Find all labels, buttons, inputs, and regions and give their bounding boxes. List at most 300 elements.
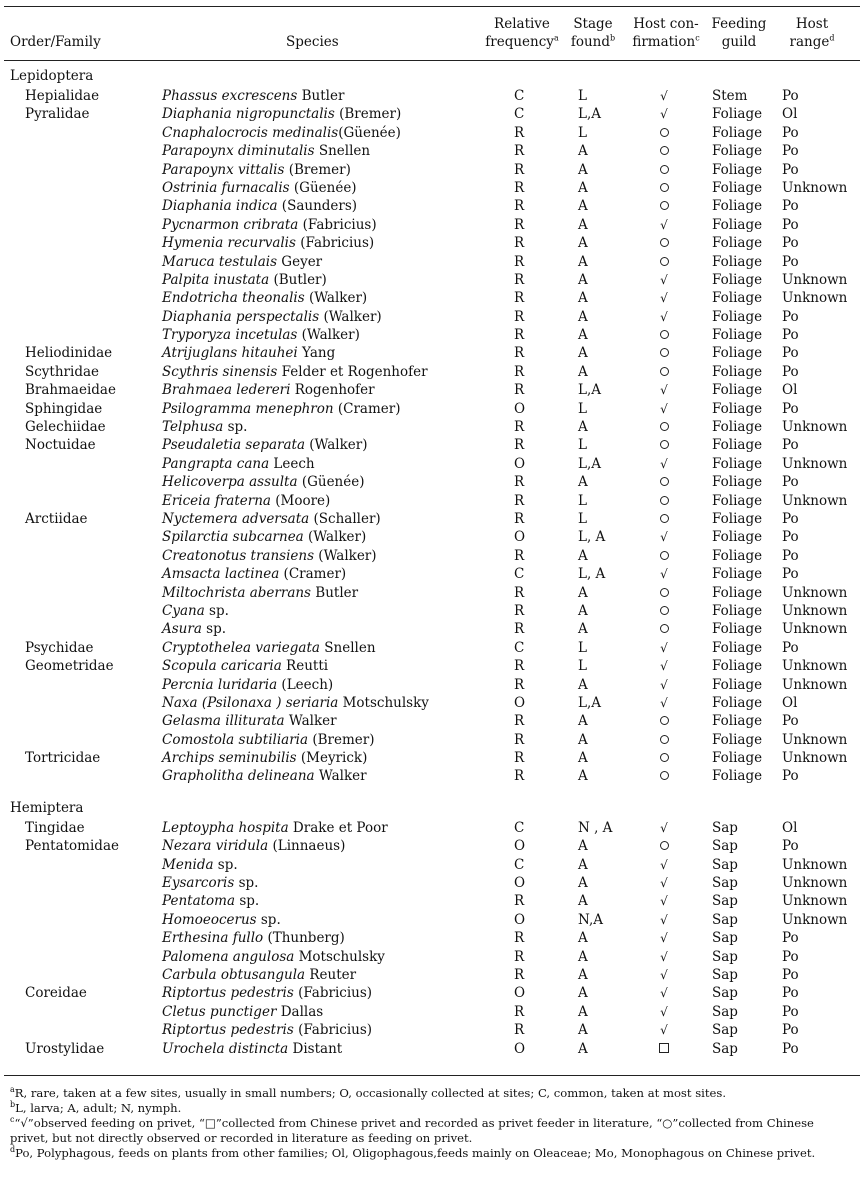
host-range: Po: [782, 88, 799, 104]
stage-found: A: [578, 161, 588, 178]
host-confirmation: [657, 712, 671, 730]
feeding-guild: Foliage: [712, 437, 763, 454]
species-cell: [162, 473, 365, 491]
species-authority: Snellen: [314, 143, 371, 160]
feeding-guild: Foliage: [712, 676, 763, 693]
row-spacer: [0, 786, 866, 798]
species-cell: [162, 694, 429, 712]
table-row: [0, 984, 866, 1002]
relative-frequency: R: [514, 713, 525, 730]
header-stage-text: found: [570, 34, 611, 50]
species-cell: [162, 657, 328, 675]
feeding-guild: Sap: [712, 985, 738, 1002]
species-name: Psilogramma menephron: [162, 400, 334, 417]
family-name: Scythridae: [25, 363, 100, 380]
species-name: Parapoynx diminutalis: [162, 143, 315, 160]
feeding-guild: Sap: [712, 856, 738, 873]
stage-found: A: [578, 838, 588, 855]
relative-frequency: R: [514, 510, 525, 527]
host-range: Po: [782, 1022, 799, 1039]
table-row: [0, 1003, 866, 1021]
stage-found: A: [578, 621, 588, 638]
host-confirmation: [657, 253, 671, 271]
species-name: Maruca testulais: [162, 253, 277, 270]
header-freq-text: frequency: [485, 34, 554, 50]
species-name: Nezara viridula: [162, 838, 269, 855]
relative-frequency: C: [514, 88, 525, 104]
relative-frequency: O: [514, 694, 526, 711]
species-cell: [162, 344, 335, 362]
header-guild-line2: guild: [721, 34, 757, 50]
stage-found: A: [578, 474, 588, 491]
circle-icon: [660, 128, 669, 137]
circle-icon: [660, 440, 669, 449]
host-range: Po: [782, 566, 799, 583]
stage-found: A: [578, 290, 588, 307]
feeding-guild: Sap: [712, 966, 738, 983]
relative-frequency: R: [514, 966, 525, 983]
species-name: Cletus punctiger: [162, 1003, 277, 1020]
host-confirmation: [657, 234, 671, 252]
host-confirmation: [657, 124, 671, 142]
species-name: Diaphania perspectalis: [162, 308, 320, 325]
check-icon: √: [660, 912, 668, 927]
family-name: Urostylidae: [25, 1040, 105, 1057]
table-row: [0, 676, 866, 694]
relative-frequency: R: [514, 345, 525, 362]
species-cell: [162, 984, 372, 1002]
host-confirmation: [657, 676, 671, 694]
feeding-guild: Foliage: [712, 694, 763, 711]
species-authority: (Fabricius): [293, 1022, 373, 1039]
host-range: Po: [782, 474, 799, 491]
species-authority: (Meyrick): [296, 750, 368, 767]
circle-icon: [660, 496, 669, 505]
table-row: [0, 749, 866, 767]
feeding-guild: Foliage: [712, 510, 763, 527]
species-name: Phassus excrescens: [162, 88, 298, 104]
relative-frequency: R: [514, 676, 525, 693]
species-authority: (Cramer): [333, 400, 401, 417]
table-row: [0, 124, 866, 142]
host-confirmation: [657, 620, 671, 638]
host-range: Ol: [782, 819, 798, 836]
table-row: [0, 657, 866, 675]
relative-frequency: R: [514, 602, 525, 619]
feeding-guild: Sap: [712, 911, 738, 928]
species-cell: [162, 547, 377, 565]
check-icon: √: [660, 949, 668, 964]
family-name: Geometridae: [25, 658, 114, 675]
table-row: [0, 929, 866, 947]
feeding-guild: Foliage: [712, 602, 763, 619]
stage-found: A: [578, 179, 588, 196]
host-range: Po: [782, 966, 799, 983]
species-name: Cnaphalocrocis medinalis: [162, 124, 339, 141]
family-name: Pentatomidae: [25, 838, 119, 855]
species-authority: sp.: [234, 875, 259, 892]
stage-found: A: [578, 985, 588, 1002]
circle-icon: [660, 841, 669, 850]
feeding-guild: Stem: [712, 88, 748, 104]
host-confirmation: [657, 197, 671, 215]
species-authority: (Cramer): [279, 566, 347, 583]
species-name: Helicoverpa assulta: [162, 474, 298, 491]
check-icon: √: [660, 659, 668, 674]
species-authority: Rogenhofer: [290, 382, 375, 399]
check-icon: √: [660, 1023, 668, 1038]
host-range: Unknown: [782, 875, 848, 892]
species-name: Riptortus pedestris: [162, 985, 294, 1002]
species-authority: sp.: [235, 893, 260, 910]
host-range: Po: [782, 713, 799, 730]
feeding-guild: Sap: [712, 893, 738, 910]
species-cell: [162, 767, 367, 785]
species-cell: [162, 124, 401, 142]
stage-found: L: [578, 510, 587, 527]
species-cell: [162, 271, 327, 289]
relative-frequency: R: [514, 1022, 525, 1039]
stage-found: A: [578, 216, 588, 233]
species-authority: (Moore): [270, 492, 331, 509]
order-row: [0, 798, 866, 819]
species-cell: [162, 216, 377, 234]
relative-frequency: O: [514, 455, 526, 472]
feeding-guild: Sap: [712, 1003, 738, 1020]
host-confirmation: [657, 87, 671, 105]
species-authority: Felder et Rogenhofer: [277, 363, 428, 380]
species-name: Telphusa: [162, 419, 224, 436]
species-name: Miltochrista aberrans: [162, 584, 311, 601]
species-name: Erthesina fullo: [162, 930, 264, 947]
stage-found: A: [578, 966, 588, 983]
feeding-guild: Foliage: [712, 271, 763, 288]
relative-frequency: R: [514, 327, 525, 344]
host-range: Po: [782, 547, 799, 564]
species-cell: [162, 455, 315, 473]
relative-frequency: R: [514, 271, 525, 288]
host-confirmation: [657, 492, 671, 510]
table-row: [0, 510, 866, 528]
species-name: Diaphania indica: [162, 198, 278, 215]
species-cell: [162, 400, 401, 418]
species-authority: (Saunders): [277, 198, 358, 215]
stage-found: A: [578, 875, 588, 892]
check-icon: √: [660, 857, 668, 872]
host-range: Po: [782, 308, 799, 325]
footnote-a-text: R, rare, taken at a few sites, usually in small numbers; O, occasionally collected at sites; C, common, taken at most sites.: [14, 1086, 727, 1100]
stage-found: A: [578, 327, 588, 344]
host-range: Unknown: [782, 856, 848, 873]
feeding-guild: Foliage: [712, 400, 763, 417]
host-confirmation: [657, 1040, 671, 1058]
species-cell: [162, 87, 344, 105]
host-range: Po: [782, 363, 799, 380]
host-confirmation: [657, 436, 671, 454]
table-row: [0, 179, 866, 197]
species-authority: Motschulsky: [294, 948, 385, 965]
host-confirmation: [657, 639, 671, 657]
species-name: Urochela distincta: [162, 1040, 289, 1057]
species-cell: [162, 142, 370, 160]
species-name: Naxa (Psilonaxa ) seriaria: [162, 694, 339, 711]
footnote-a: [10, 1086, 850, 1101]
check-icon: √: [660, 986, 668, 1001]
feeding-guild: Foliage: [712, 308, 763, 325]
table-row: [0, 400, 866, 418]
stage-found: A: [578, 345, 588, 362]
species-cell: [162, 289, 367, 307]
species-authority: Walker: [314, 768, 367, 785]
species-name: Asura: [162, 621, 202, 638]
relative-frequency: R: [514, 437, 525, 454]
species-cell: [162, 929, 345, 947]
relative-frequency: R: [514, 179, 525, 196]
species-name: Riptortus pedestris: [162, 1022, 294, 1039]
host-range: Po: [782, 400, 799, 417]
species-cell: [162, 381, 375, 399]
species-authority: (Güenée): [297, 474, 365, 491]
relative-frequency: R: [514, 216, 525, 233]
check-icon: √: [660, 383, 668, 398]
stage-found: L,A: [578, 694, 602, 711]
stage-found: A: [578, 308, 588, 325]
header-order-family: Order/Family: [10, 34, 101, 50]
header-stage-sup: b: [610, 33, 616, 43]
species-authority: Butler: [311, 584, 359, 601]
stage-found: A: [578, 1040, 588, 1057]
table-row: [0, 767, 866, 785]
host-confirmation: [657, 1003, 671, 1021]
host-confirmation: [657, 984, 671, 1002]
species-authority: (Güenée): [289, 179, 357, 196]
relative-frequency: C: [514, 639, 525, 656]
species-name: Cyana: [162, 602, 205, 619]
species-name: Spilarctia subcarnea: [162, 529, 304, 546]
table-row: [0, 712, 866, 730]
host-range: Po: [782, 327, 799, 344]
stage-found: A: [578, 602, 588, 619]
relative-frequency: O: [514, 400, 526, 417]
table-row: [0, 966, 866, 984]
species-authority: Reutti: [281, 658, 329, 675]
species-cell: [162, 197, 357, 215]
stage-found: A: [578, 235, 588, 252]
species-name: Ostrinia furnacalis: [162, 179, 290, 196]
host-confirmation: [657, 819, 671, 837]
header-host-sup: c: [695, 33, 700, 43]
table-row: [0, 602, 866, 620]
host-confirmation: [657, 856, 671, 874]
species-name: Gelasma illiturata: [162, 713, 285, 730]
top-rule: [4, 6, 860, 7]
feeding-guild: Foliage: [712, 584, 763, 601]
feeding-guild: Foliage: [712, 216, 763, 233]
host-range: Unknown: [782, 179, 848, 196]
relative-frequency: R: [514, 930, 525, 947]
relative-frequency: O: [514, 985, 526, 1002]
feeding-guild: Foliage: [712, 547, 763, 564]
species-name: Menida: [162, 856, 214, 873]
stage-found: A: [578, 930, 588, 947]
circle-icon: [660, 735, 669, 744]
species-cell: [162, 911, 281, 929]
feeding-guild: Foliage: [712, 106, 763, 123]
species-authority: Reuter: [305, 966, 357, 983]
footnote-c-text: “√”observed feeding on privet, “□”collected from Chinese privet and recorded as privet feeder in literature, “○”collected from Chinese privet, but not directly observed or recorded in literature as feeding on privet.: [10, 1116, 814, 1145]
footnote-d-mark: d: [10, 1145, 16, 1155]
host-range: Ol: [782, 382, 798, 399]
feeding-guild: Foliage: [712, 345, 763, 362]
stage-found: L: [578, 437, 587, 454]
host-range: Po: [782, 437, 799, 454]
feeding-guild: Foliage: [712, 363, 763, 380]
host-range: Unknown: [782, 419, 848, 436]
table-row: [0, 197, 866, 215]
relative-frequency: R: [514, 768, 525, 785]
circle-icon: [660, 165, 669, 174]
circle-icon: [660, 257, 669, 266]
host-confirmation: [657, 105, 671, 123]
host-range: Po: [782, 253, 799, 270]
relative-frequency: R: [514, 419, 525, 436]
stage-found: L: [578, 88, 587, 104]
header-stage-line2: [566, 33, 620, 51]
circle-icon: [660, 146, 669, 155]
table-row: [0, 344, 866, 362]
species-cell: [162, 676, 333, 694]
table-row: [0, 547, 866, 565]
stage-found: A: [578, 768, 588, 785]
species-authority: Yang: [297, 345, 336, 362]
stage-found: L: [578, 124, 587, 141]
species-cell: [162, 161, 351, 179]
species-name: Pangrapta cana: [162, 455, 270, 472]
host-confirmation: [657, 602, 671, 620]
relative-frequency: R: [514, 143, 525, 160]
host-range: Unknown: [782, 750, 848, 767]
host-range: Po: [782, 510, 799, 527]
circle-icon: [660, 367, 669, 376]
species-cell: [162, 749, 367, 767]
family-name: Heliodinidae: [25, 345, 113, 362]
species-authority: (Bremer): [334, 106, 402, 123]
relative-frequency: R: [514, 253, 525, 270]
circle-icon: [660, 477, 669, 486]
stage-found: A: [578, 1022, 588, 1039]
stage-found: L: [578, 639, 587, 656]
feeding-guild: Foliage: [712, 529, 763, 546]
table-row: [0, 948, 866, 966]
footnotes: [10, 1086, 850, 1161]
feeding-guild: Foliage: [712, 474, 763, 491]
table-row: [0, 142, 866, 160]
stage-found: L,A: [578, 382, 602, 399]
header-stage-line1: Stage: [573, 16, 613, 32]
host-range: Unknown: [782, 911, 848, 928]
host-range: Unknown: [782, 492, 848, 509]
stage-found: A: [578, 713, 588, 730]
footnote-c: [10, 1116, 850, 1146]
feeding-guild: Foliage: [712, 731, 763, 748]
species-authority: (Butler): [269, 271, 327, 288]
feeding-guild: Sap: [712, 1022, 738, 1039]
species-authority: Snellen: [319, 639, 376, 656]
header-host-confirmation: [626, 15, 706, 51]
table-body: [0, 66, 866, 1058]
species-name: Tryporyza incetulas: [162, 327, 298, 344]
footnote-c-mark: c: [10, 1115, 15, 1125]
species-cell: [162, 418, 247, 436]
circle-icon: [660, 330, 669, 339]
check-icon: √: [660, 967, 668, 982]
species-cell: [162, 436, 368, 454]
feeding-guild: Foliage: [712, 124, 763, 141]
host-confirmation: [657, 948, 671, 966]
relative-frequency: C: [514, 106, 525, 123]
species-cell: [162, 492, 330, 510]
feeding-guild: Foliage: [712, 419, 763, 436]
relative-frequency: R: [514, 382, 525, 399]
feeding-guild: Foliage: [712, 161, 763, 178]
species-authority: (Güenée): [338, 124, 401, 141]
species-cell: [162, 712, 337, 730]
species-name: Leptoypha hospita: [162, 819, 289, 836]
species-cell: [162, 837, 345, 855]
header-species: Species: [286, 34, 339, 50]
stage-found: A: [578, 948, 588, 965]
host-range: Unknown: [782, 731, 848, 748]
stage-found: L: [578, 400, 587, 417]
host-range: Unknown: [782, 676, 848, 693]
host-range: Unknown: [782, 602, 848, 619]
host-range: Unknown: [782, 621, 848, 638]
circle-icon: [660, 422, 669, 431]
feeding-guild: Foliage: [712, 382, 763, 399]
relative-frequency: R: [514, 1003, 525, 1020]
stage-found: A: [578, 893, 588, 910]
stage-found: L, A: [578, 566, 606, 583]
relative-frequency: R: [514, 198, 525, 215]
host-confirmation: [657, 510, 671, 528]
family-name: Arctiidae: [25, 510, 88, 527]
species-name: Archips seminubilis: [162, 750, 297, 767]
species-name: Comostola subtiliaria: [162, 731, 309, 748]
feeding-guild: Foliage: [712, 327, 763, 344]
host-confirmation: [657, 694, 671, 712]
stage-found: A: [578, 143, 588, 160]
species-cell: [162, 234, 374, 252]
family-name: Hepialidae: [25, 88, 100, 104]
stage-found: A: [578, 419, 588, 436]
species-authority: sp.: [256, 911, 281, 928]
species-cell: [162, 966, 356, 984]
relative-frequency: R: [514, 893, 525, 910]
feeding-guild: Foliage: [712, 566, 763, 583]
table-row: [0, 473, 866, 491]
relative-frequency: R: [514, 474, 525, 491]
feeding-guild: Foliage: [712, 713, 763, 730]
stage-found: L,A: [578, 106, 602, 123]
order-name: Lepidoptera: [10, 68, 94, 84]
table-row: [0, 87, 866, 105]
species-cell: [162, 874, 258, 892]
circle-icon: [660, 753, 669, 762]
host-confirmation: [657, 308, 671, 326]
host-range: Po: [782, 838, 799, 855]
host-confirmation: [657, 547, 671, 565]
feeding-guild: Foliage: [712, 290, 763, 307]
